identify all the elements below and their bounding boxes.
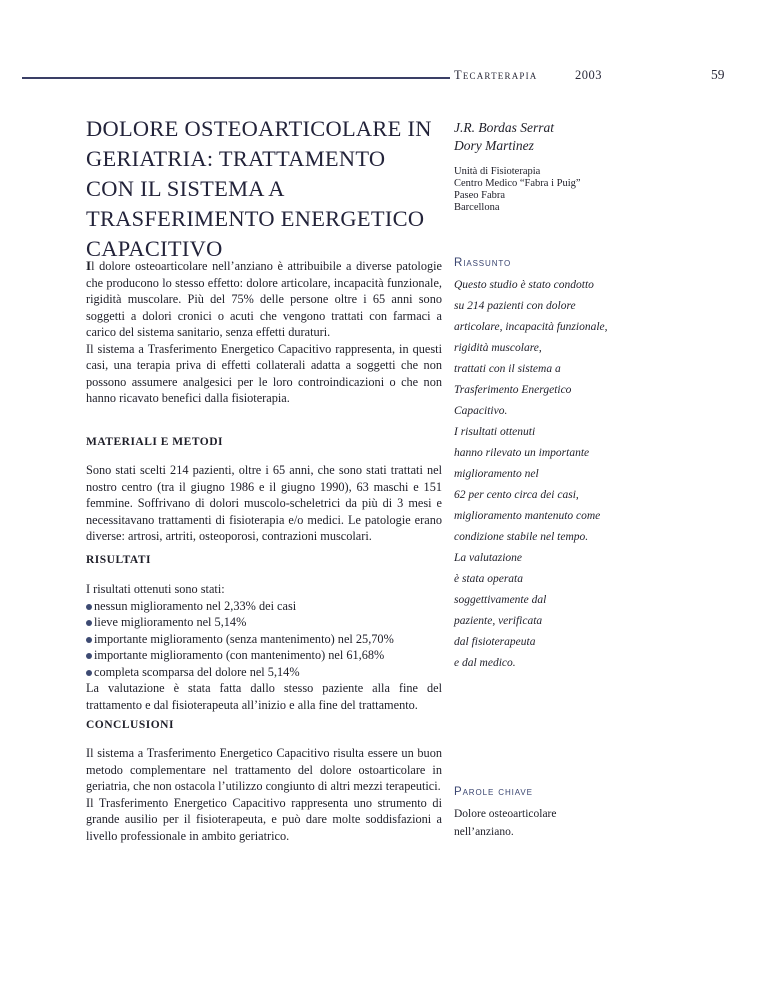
- section-heading-conclusioni: CONCLUSIONI: [86, 719, 174, 731]
- affiliation-line: Barcellona: [454, 202, 500, 213]
- abstract-text: [454, 275, 608, 674]
- keyword-line: Dolore osteoarticolare: [454, 808, 557, 820]
- conclusioni-section: [86, 745, 442, 844]
- list-item: importante miglioramento (senza mantenimento) nel 25,70%: [86, 631, 442, 648]
- abstract-line: trattati con il sistema a: [454, 363, 561, 375]
- intro-section: [86, 258, 442, 407]
- list-item: completa scomparsa del dolore nel 5,14%: [86, 664, 442, 681]
- conclusioni-paragraph: Il Trasferimento Energetico Capacitivo rappresenta uno strumento di grande ausilio per il fisioterapeuta, e può dare molte soddisfazioni a livello professionale in ambito geriatrico.: [86, 795, 442, 843]
- drop-cap: I: [86, 258, 92, 273]
- journal-year: 2003: [575, 68, 602, 82]
- abstract-line: miglioramento nel: [454, 468, 539, 480]
- risultati-section: [86, 581, 442, 713]
- abstract-line: Questo studio è stato condotto: [454, 279, 594, 291]
- abstract-line: miglioramento mantenuto come: [454, 510, 601, 522]
- abstract-line: 62 per cento circa dei casi,: [454, 489, 579, 501]
- journal-name: Tecarterapia: [454, 68, 538, 82]
- header-rule: [22, 77, 450, 79]
- abstract-line: La valutazione: [454, 552, 523, 564]
- abstract-heading: Riassunto: [454, 257, 512, 269]
- author-name: J.R. Bordas Serrat: [454, 120, 554, 135]
- page-number: 59: [711, 67, 725, 82]
- abstract-line: paziente, verificata: [454, 615, 543, 627]
- authors: [454, 119, 554, 155]
- abstract-line: articolare, incapacità funzionale,: [454, 321, 608, 333]
- intro-paragraph: Il dolore osteoarticolare nell’anziano è attribuibile a diverse patologie che producono lo stesso effetto: dolore articolare, incapacità funzionale, rigidità muscolare. Più del 75% delle persone oltre i 65 anni sono soggetti a dolori cronici o acuti che vengono trattati con farmaci a carico del sistema sanitario, senza effetti duraturi.: [86, 258, 442, 339]
- materiali-section: [86, 462, 442, 545]
- section-heading-materiali: MATERIALI E METODI: [86, 436, 224, 448]
- risultati-intro: I risultati ottenuti sono stati:: [86, 582, 225, 596]
- abstract-line: è stata operata: [454, 573, 523, 585]
- abstract-line: su 214 pazienti con dolore: [454, 300, 576, 312]
- risultati-outro: La valutazione è stata fatta dallo stesso paziente alla fine del trattamento e dal fisioterapeuta all’inizio e alla fine del trattamento.: [86, 681, 442, 712]
- affiliation-line: Paseo Fabra: [454, 190, 506, 201]
- intro-paragraph: Il sistema a Trasferimento Energetico Capacitivo rappresenta, in questi casi, una terapia priva di effetti collaterali adatta a soggetti che non possono assumere analgesici per le loro controindicazioni o che non hanno ricavato benefici dalla fisioterapia.: [86, 341, 442, 405]
- article-title: DOLORE OSTEOARTICOLARE IN GERIATRIA: TRATTAMENTO CON IL SISTEMA A TRASFERIMENTO ENERGETICO CAPACITIVO: [86, 116, 432, 261]
- materiali-paragraph: Sono stati scelti 214 pazienti, oltre i 65 anni, che sono stati trattati nel nostro centro (tra il giugno 1986 e il giugno 1990), 63 maschi e 151 femmine. Soffrivano di dolori muscolo-scheletrici da più di 3 mesi e necessitavano trattamenti di fisioterapia e/o medici. Le patologie erano diverse: artrosi, artriti, osteoporosi, contrazioni muscolari.: [86, 463, 442, 543]
- abstract-line: condizione stabile nel tempo.: [454, 531, 589, 543]
- author-name: Dory Martinez: [454, 138, 534, 153]
- affiliation-line: Centro Medico “Fabra i Puig”: [454, 178, 581, 189]
- abstract-line: Capacitivo.: [454, 405, 508, 417]
- keywords-text: [454, 805, 557, 841]
- conclusioni-paragraph: Il sistema a Trasferimento Energetico Capacitivo risulta essere un buon metodo complementare nel trattamento del dolore ostoarticolare in geriatria, che non ostacola l’utilizzo congiunto di altri mezzi terapeutici.: [86, 746, 442, 793]
- list-item: importante miglioramento (con mantenimento) nel 61,68%: [86, 647, 442, 664]
- abstract-line: dal fisioterapeuta: [454, 636, 536, 648]
- keywords-heading: Parole chiave: [454, 786, 533, 798]
- abstract-line: soggettivamente dal: [454, 594, 547, 606]
- affiliation: [454, 166, 581, 214]
- affiliation-line: Unità di Fisioterapia: [454, 166, 541, 177]
- abstract-line: e dal medico.: [454, 657, 516, 669]
- section-heading-risultati: RISULTATI: [86, 554, 152, 566]
- list-item: lieve miglioramento nel 5,14%: [86, 614, 442, 631]
- list-item: nessun miglioramento nel 2,33% dei casi: [86, 598, 442, 615]
- results-list: [86, 598, 442, 681]
- abstract-line: Trasferimento Energetico: [454, 384, 572, 396]
- abstract-line: I risultati ottenuti: [454, 426, 536, 438]
- abstract-line: hanno rilevato un importante: [454, 447, 590, 459]
- keyword-line: nell’anziano.: [454, 826, 514, 838]
- abstract-line: rigidità muscolare,: [454, 342, 542, 354]
